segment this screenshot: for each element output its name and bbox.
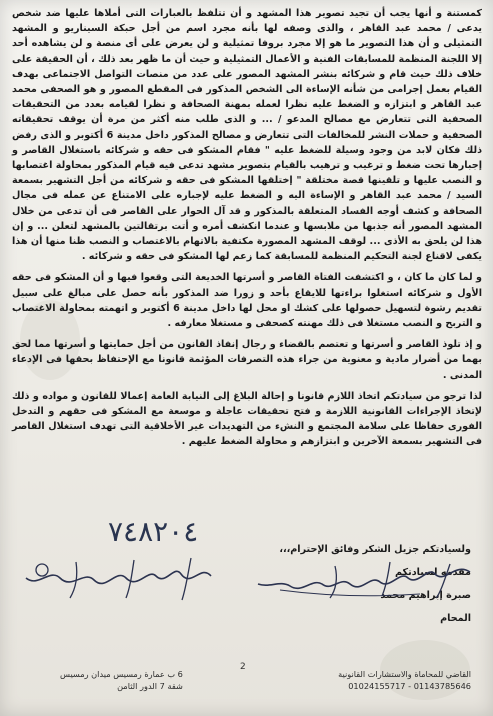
paragraph-3: و إذ تلوذ القاصر و أسرتها و تعتصم بالقضاء و رجال إنفاذ القانون من أجل حمايتها و أسرتها مما لحق بهما من أضرار مادية و معنوية من جراء هذه التصرفات المؤثمة قانونا مع الإحتفاظ بحقها فى الإدعاء المدنى .: [12, 339, 482, 381]
footer-office-name: القاضي للمحاماة والاستشارات القانونية: [338, 669, 471, 679]
handwritten-reference-number: ٧٤٨٢٠٤: [108, 515, 199, 548]
footer-address-line1: 6 ب عمارة رمسيس ميدان رمسيس: [60, 669, 183, 679]
submitted-to-label: مقدمه لسيادتكم: [395, 567, 471, 578]
closing-line: ولسيادتكم جزيل الشكر وفائق الإحترام،،،: [279, 544, 471, 555]
page-number: 2: [240, 662, 246, 672]
footer-address-line2: شقة 7 الدور الثامن: [117, 681, 183, 691]
lawyer-label: المحام: [440, 613, 471, 624]
footer-address: [60, 668, 183, 692]
paragraph-1: كمستنة و أنها يجب أن تجيد تصوير هذا المشهد و أن تتلفظ بالعبارات التى أملاها عليها ضد شخص يدعى / محمد عبد القاهر ، والذى وصفه لها بأنه مجرد اسم من أجل حبكة السيناريو و المشهد التمثيلى و أن هذا التصوير ما هو إلا مجرد بروفا تمثيلية و لن يعرض على أى منصة و لن يشاهده أحد إلا اللجنة المنظمة للمسابقات الفنية و الأعمال التمثيلية و حيث أن ما ظهر بعد ذلك ، أن الحقيقة على خلاف ذلك حيث قام و شركائه بنشر المشهد المصور على عدد من منصات التواصل الاجتماعى بهدف القيام بعمل إجرامى من شأنه الإساءة الى الشخص المذكور فى المقطع المصور و هو الصحفى محمد عبد القاهر و ابتزازه و الضغط عليه نظرا لعمله بمهنة الصحافة و نظرا لقيامه بعدد من التحقيقات الصحفية التى تتعارض مع مصالح المدعو / ... و الذى طلب منه أكثر من مرة أن يوقف تحقيقاته الصحفية و حملات النشر للمخالفات التى تتعارض و مصالح المذكور داخل مدينة 6 أكتوبر و الذى رفض ذلك فكان لابد من وجود وسيلة للضغط عليه " فقام المشكو فى حقه و شركائه باستغلال القاصر و إجبارها تحت ضغط و ترغيب و ترهيب بالقيام بتصوير مشهد تدعى فيه قيام المذكور بمحاولة اغتصابها و النصب عليها و تلقينها قصة مختلقة " إختلقها المشكو فى حقه و شركائه من أجل التشهير بسمعة السيد / محمد عبد القاهر و الإساءة اليه و الضغط عليه لإجباره على الامتناع عن عمله فى مجال الصحافة و كشف أوجه الفساد المتعلقة بالمذكور و قد آل الحوار على القاصر فى أن تدعى من خلال المشهد المصور أنه جذبها من ملابسها و عندما انكشف أمره و أتت برتقالتين بالمشهد لتعلن ... و إن هذا لن يلحق به الأذى ... لوقف المشهد المصورة مكتفية بالاتهام بالاغتصاب و النصب ظنا منها أن هذا يكفى لاقناع لجنة التحكيم المنظمة للمسابقة كما زعم لها المشكو فى حقه و شركائه .: [12, 8, 482, 263]
paragraph-2: و لما كان ما كان ، و اكتشفت الفتاة القاصر و أسرتها الخديعة التى وقعوا فيها و أن المشكو فى حقه الأول و شركائه استغلوا براءتها للايقاع بأحد و زورا ضد المذكور بأنه حصل على مبالغ على سبيل تقديم رشوة لتسهيل حصولها على كشك او محل لها داخل مدينة 6 أكتوبر و اتهمته بمحاولة الاغتصاب و التربح و النصب مستغلا فى ذلك مهنته كصحفى و مستغلا معارفه .: [12, 272, 482, 330]
handwritten-signature-lawyer: [6, 548, 226, 608]
letter-body: [12, 6, 482, 456]
sender-name: صبرة إبراهيم محمد: [380, 590, 471, 601]
footer-phones: 01143785646 - 01024155717: [348, 681, 471, 691]
handwritten-signature-name: [240, 554, 480, 604]
paragraph-4: لذا ترجو من سيادتكم اتخاذ اللازم قانونا و إحالة البلاغ إلى النيابة العامة إعمالا للقانون و مواده و ذلك لإتخاذ الإجراءات القانونية اللازمة و فتح تحقيقات عاجلة و موسعة مع المشكو فى حقهم و التدخل الفورى حفاظا على سلامة المجتمع و النشء من التهديدات غير الأخلاقية التى تهدف استغلال القاصر فى التشهير بسمعة الآخرين و ابتزازهم و محاولة الضغط عليهم .: [12, 390, 482, 448]
footer-office: [338, 668, 471, 692]
